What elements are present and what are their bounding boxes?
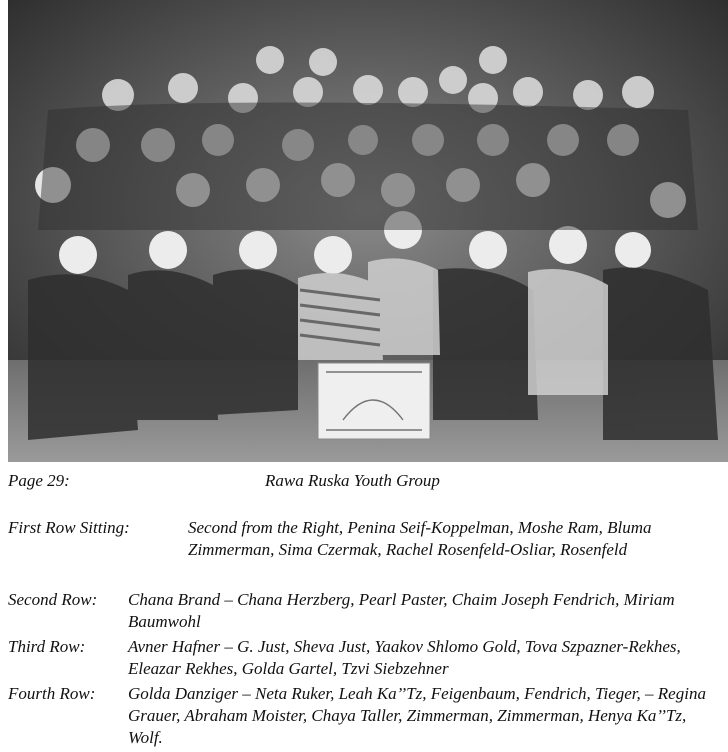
row-label: Third Row:: [8, 637, 86, 656]
photo-title: Rawa Ruska Youth Group: [265, 471, 440, 490]
group-photo-image: [8, 0, 728, 462]
row-label: Second Row:: [8, 590, 98, 609]
group-photograph: [8, 0, 728, 462]
row-names: Chana Brand – Chana Herzberg, Pearl Paster, Chaim Joseph Fendrich, Miriam Baumwohl: [128, 590, 675, 631]
row-names: Golda Danziger – Neta Ruker, Leah Ka’’Tz, Feigenbaum, Fendrich, Tieger, – Regina Grauer, Abraham Moister, Chaya Taller, Zimmerman, Zimmerman, Henya Ka’’Tz, Wolf.: [128, 684, 706, 747]
row-names: Second from the Right, Penina Seif-Koppelman, Moshe Ram, Bluma Zimmerman, Sima Czermak, Rachel Rosenfeld-Osliar, Rosenfeld: [188, 518, 652, 559]
row-label: First Row Sitting:: [8, 518, 130, 537]
row-label: Fourth Row:: [8, 684, 96, 703]
page-number-label: Page 29:: [8, 471, 70, 490]
row-names: Avner Hafner – G. Just, Sheva Just, Yaakov Shlomo Gold, Tova Szpazner-Rekhes, Eleazar Rekhes, Golda Gartel, Tzvi Siebzehner: [128, 637, 681, 678]
